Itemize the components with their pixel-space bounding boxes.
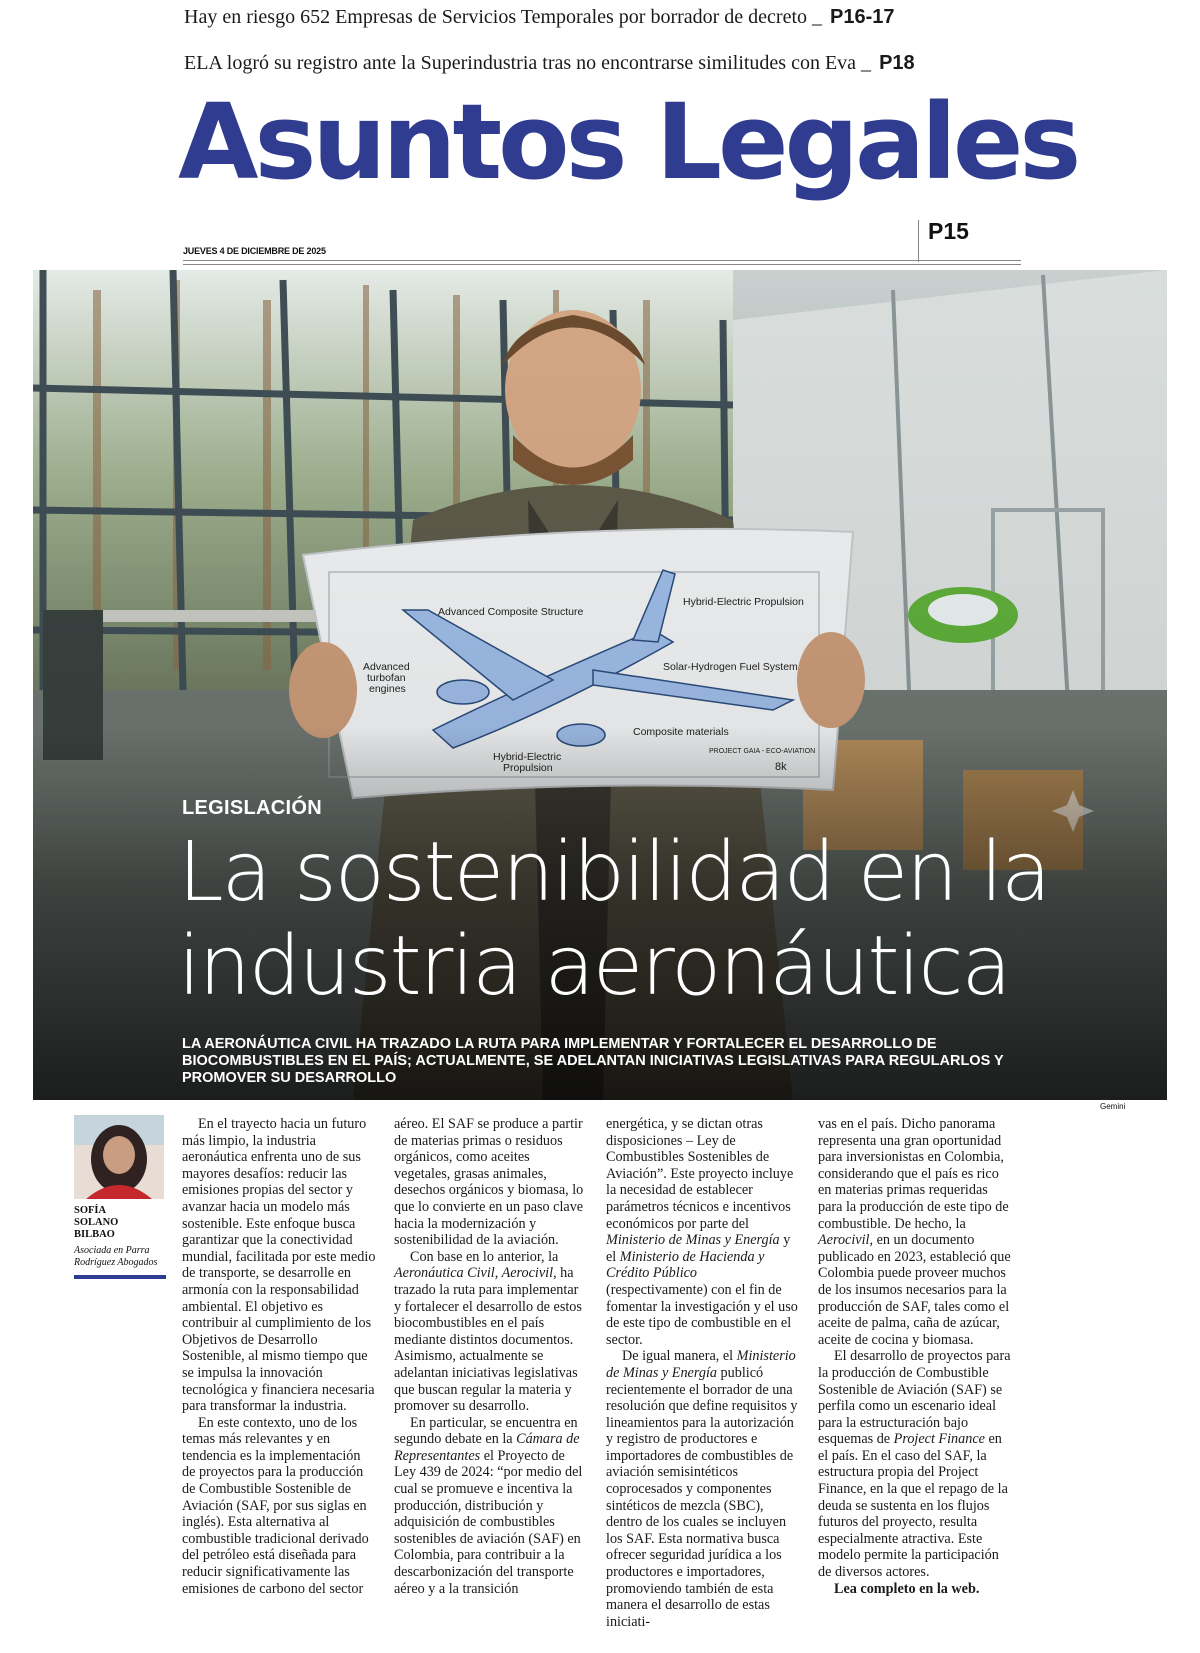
divider [918, 220, 919, 262]
masthead: Asuntos Legales [178, 81, 1078, 203]
body-paragraph: De igual manera, el Ministerio de Minas y Energía publicó recientemente el borrador de una resolución que define requisitos y lineamientos para la autorización y registro de productores e importadores de combustibles de aviación semisintéticos coprocesados y componentes sintéticos de mezcla (SBC), dentro de los cuales se incluyen los SAF. Esta normativa busca ofrecer seguridad jurídica a los productores e importadores, promoviendo también de esta manera el desarrollo de estas iniciati- [606, 1348, 798, 1630]
author-box [74, 1115, 166, 1279]
teaser-text: ELA logró su registro ante la Superindustria tras no encontrarse similitudes con Eva _ [184, 52, 872, 74]
top-rule [183, 264, 1021, 265]
top-rule [183, 260, 1021, 261]
author-rule [74, 1275, 166, 1279]
body-paragraph: aéreo. El SAF se produce a partir de materias primas o residuos orgánicos, como aceites vegetales, grasas animales, desechos orgánicos y biomasa, lo que lo convierte en un paso clave hacia la modernización y sostenibilidad de la aviación. [394, 1116, 584, 1249]
body-paragraph: El desarrollo de proyectos para la producción de Combustible Sostenible de Aviación (SAF) se perfila como un escenario ideal para la estructuración bajo esquemas de Project Finance en el país. En el caso del SAF, la estructura propia del Project Finance, en la que el repago de la deuda se sustenta en los flujos futuros del proyecto, resulta especialmente atractiva. Este modelo permite la participación de diversos actores. [818, 1348, 1011, 1581]
read-more-link[interactable]: Lea completo en la web. [834, 1580, 980, 1597]
teaser-page-ref: P16-17 [830, 6, 895, 28]
photo-credit: Gemini [1100, 1102, 1126, 1111]
teaser-headline-1[interactable] [184, 6, 895, 29]
author-role: Asociada en Parra Rodríguez Abogados [74, 1245, 158, 1268]
dateline: JUEVES 4 DE DICIEMBRE DE 2025 [183, 246, 326, 256]
teaser-text: Hay en riesgo 652 Empresas de Servicios Temporales por borrador de decreto _ [184, 6, 823, 28]
deck: LA AERONÁUTICA CIVIL HA TRAZADO LA RUTA PARA IMPLEMENTAR Y FORTALECER EL DESARROLLO DE BIOCOMBUSTIBLES EN EL PAÍS; ACTUALMENTE, SE ADELANTAN INICIATIVAS LEGISLATIVAS PARA REGULARLOS Y PROMOVER SU DESARROLLO [182, 1036, 1004, 1086]
teaser-page-ref: P18 [879, 52, 915, 74]
article-column-2 [394, 1116, 588, 1597]
section-label: LEGISLACIÓN [182, 797, 322, 819]
body-paragraph: En particular, se encuentra en segundo debate en la Cámara de Representantes el Proyecto de Ley 439 de 2024: “por medio del cual se promueve e incentiva la producción, distribución y adquisición de combustibles sostenibles de aviación (SAF) en Colombia, para contribuir a la descarbonización del transporte aéreo y a la transición [394, 1414, 583, 1597]
body-paragraph: En el trayecto hacia un futuro más limpio, la industria aeronáutica enfrenta uno de sus mayores desafíos: reducir las emisiones propias del sector y avanzar hacia un modelo más sostenible. Este enfoque busca garantizar que la conectividad mundial, facilitada por este medio de transporte, se desarrolle en armonía con la responsabilidad ambiental. El objetivo es contribuir al cumplimiento de los Objetivos de Desarrollo Sostenible, al mismo tiempo que se impulsa la innovación tecnológica y financiera necesaria para transformar la industria. [182, 1116, 376, 1415]
author-photo [74, 1115, 164, 1199]
article-column-4 [818, 1116, 1012, 1597]
author-name: SOFÍA SOLANO BILBAO [74, 1205, 119, 1240]
body-paragraph: En este contexto, uno de los temas más relevantes y en tendencia es la implementación de proyectos para la producción de Combustible Sostenible de Aviación (SAF, por sus siglas en inglés). Esta alternativa al combustible tradicional derivado del petróleo está diseñada para reducir significativamente las emisiones de carbono del sector [182, 1414, 369, 1597]
page-number: P15 [928, 218, 969, 244]
body-paragraph: energética, y se dictan otras disposiciones – Ley de Combustibles Sostenibles de Aviación”. Este proyecto incluye la necesidad de establecer parámetros técnicos e incentivos económicos por parte del Ministerio de Minas y Energía y el Ministerio de Hacienda y Crédito Público (respectivamente) con el fin de fomentar la investigación y el uso de este tipo de combustible en el sector. [606, 1116, 798, 1348]
article-column-3 [606, 1116, 800, 1630]
article-column-1 [182, 1116, 376, 1597]
body-paragraph: vas en el país. Dicho panorama representa una gran oportunidad para inversionistas en Colombia, considerando que el país es rico en materias primas requeridas para la producción de este tipo de combustible. De hecho, la Aerocivil, en un documento publicado en 2023, estableció que Colombia puede proveer muchos de los insumos necesarios para la producción de SAF, tales como el aceite de palma, caña de azúcar, aceite de cocina y biomasa. [818, 1116, 1011, 1348]
teaser-headline-2[interactable] [184, 52, 915, 75]
body-paragraph: Con base en lo anterior, la Aeronáutica Civil, Aerocivil, ha trazado la ruta para implementar y fortalecer el desarrollo de estos biocombustibles en el país mediante distintos documentos. Asimismo, actualmente se adelantan iniciativas legislativas que buscan regular la materia y promover su desarrollo. [394, 1248, 582, 1415]
headline: La sostenibilidad en la industria aeronáutica [178, 825, 1050, 1014]
